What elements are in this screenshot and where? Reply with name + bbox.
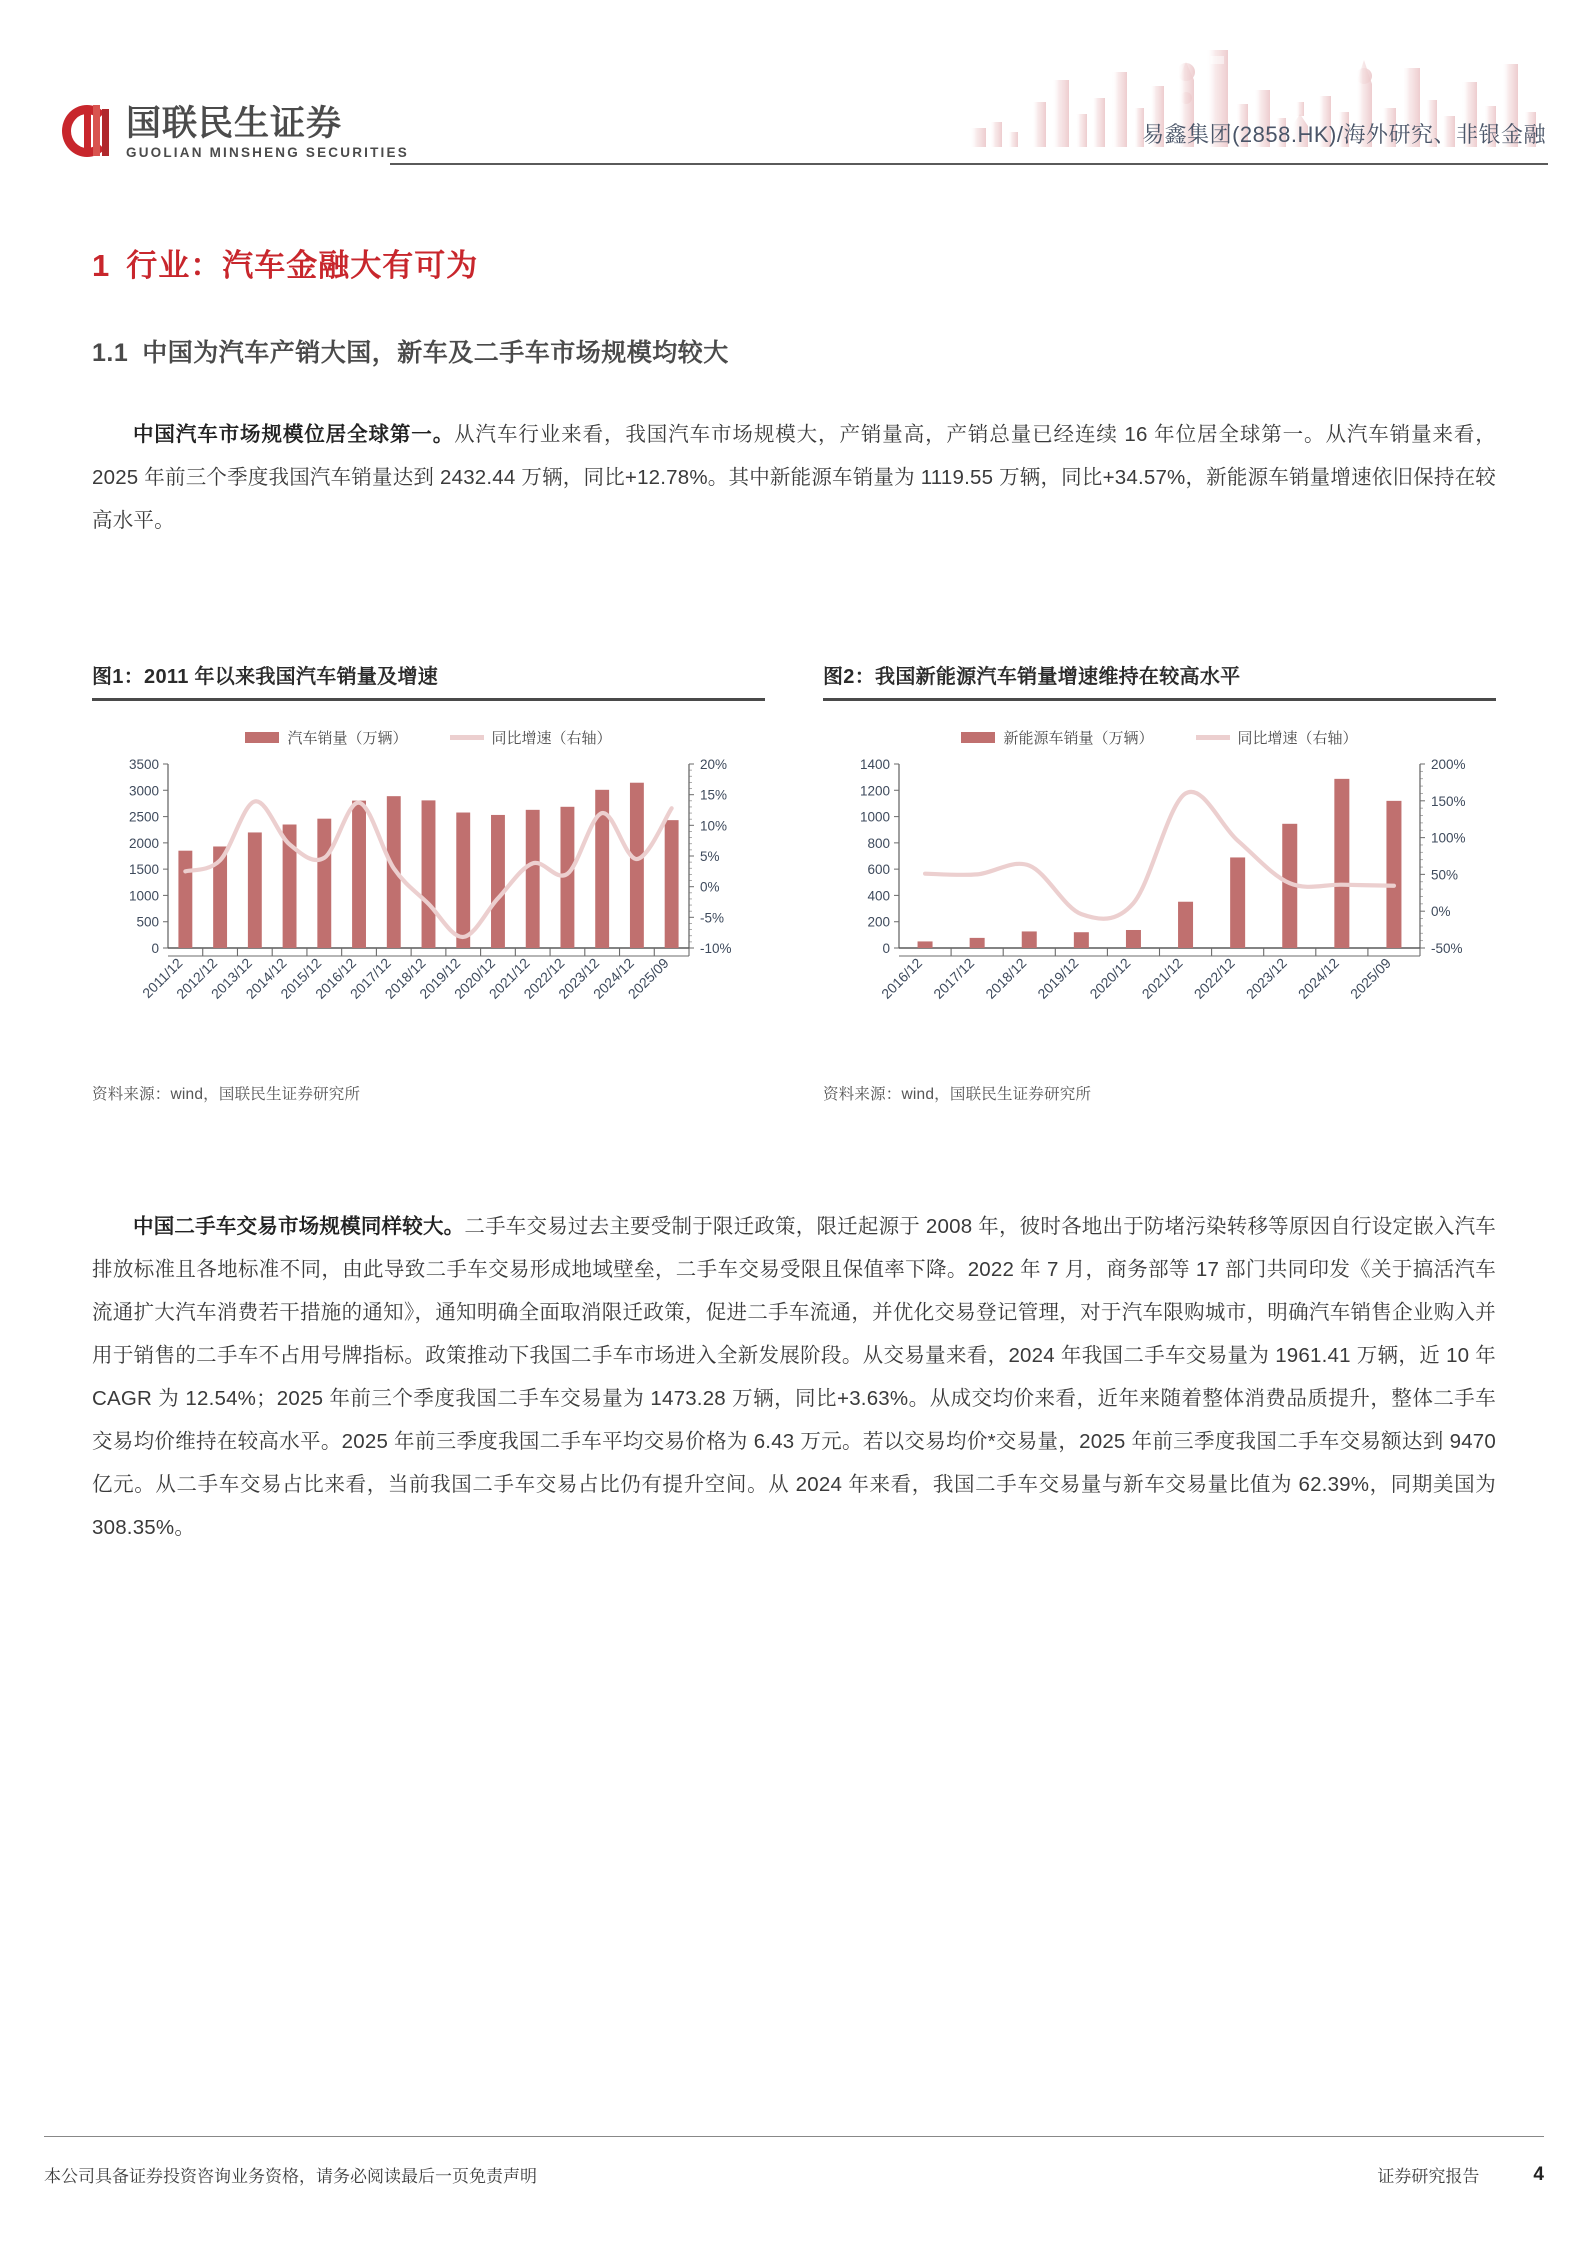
content-top [92,240,1496,542]
line-swatch-icon [450,735,484,740]
page-footer [44,2162,1544,2187]
chart-1-source: 资料来源：wind，国联民生证券研究所 [92,1085,361,1103]
svg-text:20%: 20% [700,756,728,772]
section-number: 1 [92,248,111,283]
content-bottom [92,1205,1496,1549]
svg-text:2017/12: 2017/12 [930,954,978,1002]
header-divider [390,163,1548,165]
svg-text:2019/12: 2019/12 [1034,954,1082,1002]
bar-swatch-icon [961,732,995,743]
svg-text:2023/12: 2023/12 [555,954,603,1002]
svg-text:2015/12: 2015/12 [277,954,325,1002]
svg-text:400: 400 [867,887,890,903]
svg-text:2024/12: 2024/12 [589,954,638,1002]
svg-text:2021/12: 2021/12 [485,954,533,1002]
logo-text-chinese: 国联民生证券 [126,103,343,143]
svg-text:-50%: -50% [1431,940,1463,956]
paragraph-2 [92,1205,1496,1549]
chart-2 [823,660,1496,1104]
svg-text:2018/12: 2018/12 [982,954,1030,1002]
svg-text:500: 500 [136,914,159,930]
svg-text:10%: 10% [700,817,728,833]
chart-1-legend-bar [245,727,407,748]
svg-text:3500: 3500 [128,756,159,772]
paragraph-2-body: 二手车交易过去主要受制于限迁政策，限迁起源于 2008 年，彼时各地出于防堵污染转移等原因自行设定嵌入汽车排放标准且各地标准不同，由此导致二手车交易形成地域壁垒，二手车交易受限且保值率下降。2022 年 7 月，商务部等 17 部门共同印发《关于搞活汽车流通扩大汽车消费若干措施的通知》，通知明确全面取消限迁政策，促进二手车流通，并优化交易登记管理，对于汽车限购城市，明确汽车销售企业购入并用于销售的二手车不占用号牌指标。政策推动下我国二手车市场进入全新发展阶段。从交易量来看，2024 年我国二手车交易量为 1961.41 万辆，近 10 年 CAGR 为 12.54%；2025 年前三个季度我国二手车交易量为 1473.28 万辆，同比+3.63%。从成交均价来看，近年来随着整体消费品质提升，整体二手车交易均价维持在较高水平。2025 年前三季度我国二手车平均交易价格为 6.43 万元。若以交易均价*交易量，2025 年前三季度我国二手车交易额达到 9470 亿元。从二手车交易占比来看，当前我国二手车交易占比仍有提升空间。从 2024 年来看，我国二手车交易量与新车交易量比值为 62.39%，同期美国为 308.35%。 [92,1215,1496,1539]
svg-text:2014/12: 2014/12 [242,954,290,1002]
line-swatch-icon [1196,735,1230,740]
svg-text:1400: 1400 [859,756,890,772]
chart-2-legend-bar-label: 新能源车销量（万辆） [1003,729,1154,747]
svg-text:1000: 1000 [128,887,159,903]
company-logo [62,103,409,159]
svg-text:150%: 150% [1431,793,1466,809]
svg-text:2022/12: 2022/12 [1190,954,1238,1002]
footer-disclaimer: 本公司具备证券投资咨询业务资格，请务必阅读最后一页免责声明 [44,2167,537,2186]
paragraph-2-lead: 中国二手车交易市场规模同样较大。 [133,1215,465,1238]
bar-swatch-icon [245,732,279,743]
charts-row [92,660,1496,1104]
svg-text:2000: 2000 [128,835,159,851]
logo-text-english: GUOLIAN MINSHENG SECURITIES [126,144,409,160]
svg-text:100%: 100% [1431,830,1466,846]
svg-text:0%: 0% [1431,903,1451,919]
svg-text:200%: 200% [1431,756,1466,772]
svg-text:1200: 1200 [859,782,890,798]
svg-text:2019/12: 2019/12 [416,954,464,1002]
header-report-title: 易鑫集团(2858.HK)/海外研究、非银金融 [1142,122,1546,147]
chart-2-caption: 图2：我国新能源汽车销量增速维持在较高水平 [823,666,1241,688]
svg-text:0: 0 [151,940,159,956]
footer-report-type: 证券研究报告 [1377,2167,1480,2186]
chart-1-caption-rule [92,698,765,701]
chart-1-legend [92,711,765,756]
svg-text:1000: 1000 [859,809,890,825]
svg-text:200: 200 [867,914,890,930]
chart-1-caption: 图1：2011 年以来我国汽车销量及增速 [92,666,439,688]
chart-1-legend-line-label: 同比增速（右轴） [491,729,612,747]
svg-text:2021/12: 2021/12 [1138,954,1186,1002]
svg-text:-10%: -10% [700,940,732,956]
section-heading [92,240,1496,285]
chart-1-legend-line [450,727,612,748]
svg-text:2018/12: 2018/12 [381,954,429,1002]
subsection-number: 1.1 [92,339,129,367]
svg-text:2500: 2500 [128,809,159,825]
chart-2-plot [823,756,1496,1066]
chart-2-caption-rule [823,698,1496,701]
svg-text:-5%: -5% [700,909,725,925]
chart-1-legend-bar-label: 汽车销量（万辆） [287,729,408,747]
svg-text:50%: 50% [1431,866,1459,882]
svg-text:2020/12: 2020/12 [450,954,499,1002]
footer-page-number: 4 [1533,2163,1544,2185]
svg-text:2016/12: 2016/12 [878,954,926,1002]
paragraph-1 [92,413,1496,542]
chart-2-legend-bar [961,727,1153,748]
svg-text:3000: 3000 [128,782,159,798]
svg-text:0%: 0% [700,879,720,895]
svg-text:2025/09: 2025/09 [624,954,672,1002]
subsection-heading [92,333,1496,369]
chart-2-source: 资料来源：wind，国联民生证券研究所 [823,1085,1092,1103]
paragraph-1-body: 从汽车行业来看，我国汽车市场规模大，产销量高，产销总量已经连续 16 年位居全球第一。从汽车销量来看，2025 年前三个季度我国汽车销量达到 2432.44 万辆，同比+12.78%。其中新能源车销量为 1119.55 万辆，同比+34.57%，新能源车销量增速依旧保持在较高水平。 [92,423,1497,532]
chart-2-legend [823,711,1496,756]
svg-text:5%: 5% [700,848,720,864]
svg-text:2023/12: 2023/12 [1242,954,1290,1002]
subsection-title-text: 中国为汽车产销大国，新车及二手车市场规模均较大 [142,339,729,367]
svg-text:15%: 15% [700,787,728,803]
svg-text:2012/12: 2012/12 [173,954,221,1002]
chart-2-legend-line [1196,727,1358,748]
svg-text:2016/12: 2016/12 [312,954,360,1002]
svg-text:0: 0 [882,940,890,956]
logo-mark-icon [62,103,116,159]
paragraph-1-lead: 中国汽车市场规模位居全球第一。 [133,423,455,446]
chart-2-legend-line-label: 同比增速（右轴） [1237,729,1358,747]
chart-1 [92,660,765,1104]
section-title-text: 行业：汽车金融大有可为 [126,248,479,283]
chart-1-plot [92,756,765,1066]
svg-text:2013/12: 2013/12 [207,954,255,1002]
svg-text:2020/12: 2020/12 [1086,954,1134,1002]
svg-text:2017/12: 2017/12 [346,954,394,1002]
svg-text:2011/12: 2011/12 [139,954,186,1001]
svg-text:2025/09: 2025/09 [1346,954,1395,1002]
svg-text:800: 800 [867,835,890,851]
footer-divider [44,2136,1544,2138]
svg-text:2024/12: 2024/12 [1294,954,1342,1002]
svg-text:1500: 1500 [128,861,159,877]
page-header [0,0,1588,185]
svg-text:2022/12: 2022/12 [520,954,568,1002]
svg-text:600: 600 [867,861,890,877]
